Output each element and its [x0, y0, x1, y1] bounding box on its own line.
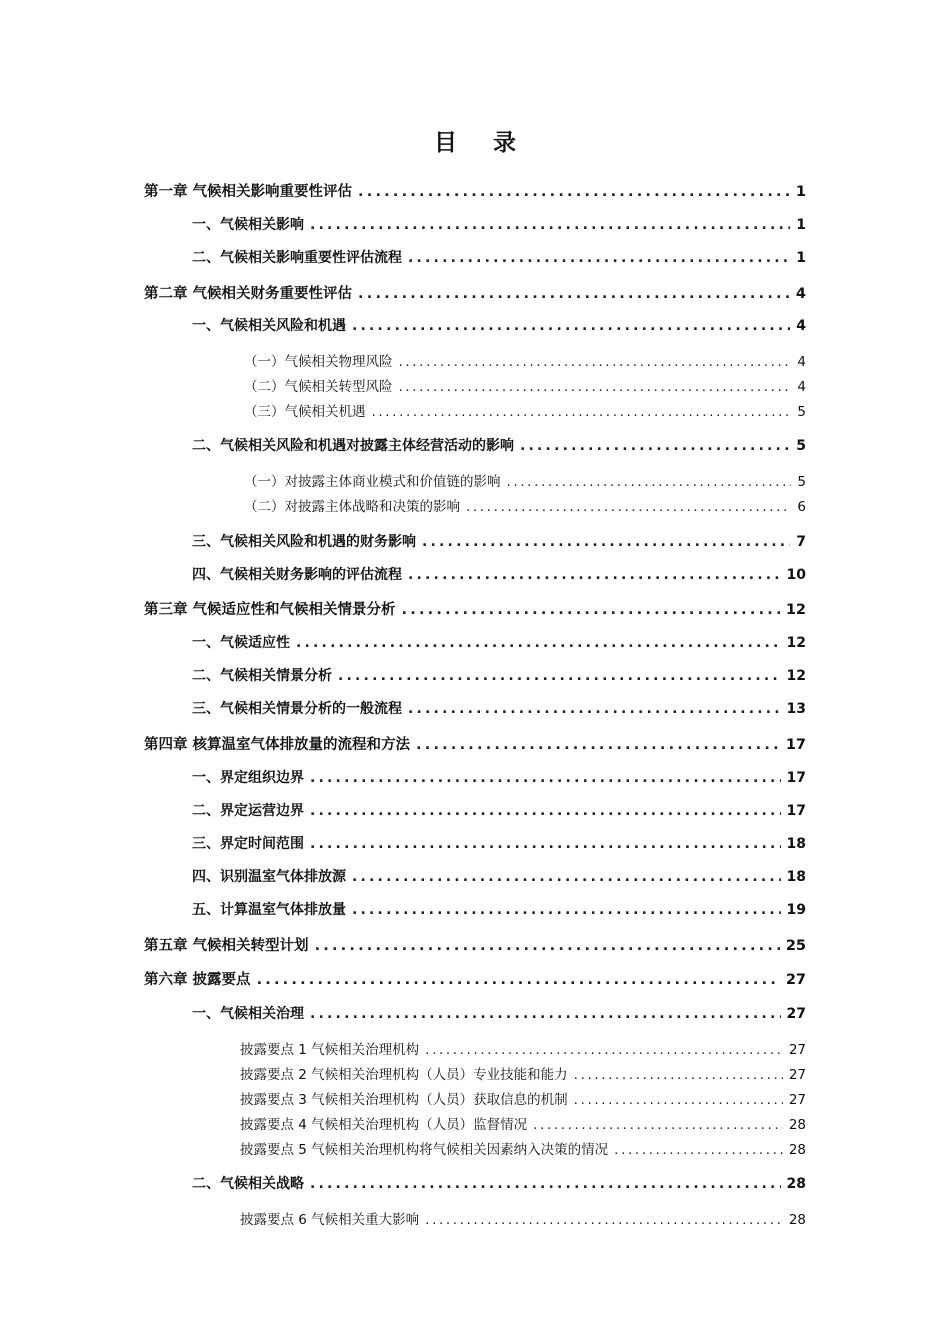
toc-entry-section[interactable] [192, 632, 806, 652]
dot-leader [408, 250, 790, 266]
dot-leader [416, 737, 780, 753]
toc-entry-page: 5 [796, 438, 806, 454]
toc-entry-label: （一）对披露主体商业模式和价值链的影响 [244, 474, 501, 490]
toc-entry-label: （三）气候相关机遇 [244, 404, 366, 420]
dot-leader [574, 1092, 783, 1108]
toc-entry-subsection[interactable] [244, 470, 806, 490]
toc-entry-label: （二）对披露主体战略和决策的影响 [244, 499, 460, 515]
toc-entry-page: 27 [788, 1067, 806, 1083]
dot-leader [422, 534, 790, 550]
toc-entry-chapter[interactable] [144, 968, 806, 989]
toc-entry-chapter[interactable] [144, 598, 806, 619]
toc-entry-label: 二、界定运营边界 [192, 803, 304, 819]
toc-entry-section[interactable] [192, 247, 806, 267]
toc-entry-subsection[interactable] [244, 495, 806, 515]
toc-entry-page: 7 [796, 534, 806, 550]
toc-entry-label: 第五章 气候相关转型计划 [144, 938, 309, 954]
toc-entry-page: 1 [796, 217, 806, 233]
toc-entry-disclosure[interactable] [240, 1038, 806, 1058]
toc-entry-section[interactable] [192, 315, 806, 335]
toc-entry-section[interactable] [192, 435, 806, 455]
toc-entry-label: 二、气候相关影响重要性评估流程 [192, 250, 402, 266]
toc-entry-page: 12 [785, 602, 806, 618]
dot-leader [315, 938, 780, 954]
dot-leader [466, 499, 791, 515]
toc-entry-disclosure[interactable] [240, 1063, 806, 1083]
toc-entry-page: 4 [797, 354, 806, 370]
toc-entry-section[interactable] [192, 665, 806, 685]
dot-leader [358, 286, 790, 302]
toc-entry-page: 5 [797, 474, 806, 490]
toc-entry-disclosure[interactable] [240, 1208, 806, 1228]
dot-leader [310, 217, 790, 233]
toc-entry-label: （一）气候相关物理风险 [244, 354, 393, 370]
toc-entry-label: 一、气候相关治理 [192, 1006, 304, 1022]
toc-entry-label: （二）气候相关转型风险 [244, 379, 393, 395]
toc-entry-section[interactable] [192, 1003, 806, 1023]
toc-entry-disclosure[interactable] [240, 1088, 806, 1108]
toc-entry-page: 1 [796, 250, 806, 266]
toc-entry-section[interactable] [192, 564, 806, 584]
toc-entry-section[interactable] [192, 767, 806, 787]
toc-entry-label: 四、气候相关财务影响的评估流程 [192, 567, 402, 583]
toc-entry-page: 27 [786, 1006, 806, 1022]
toc-entry-label: 二、气候相关情景分析 [192, 668, 332, 684]
dot-leader [402, 602, 780, 618]
toc-entry-page: 28 [788, 1142, 806, 1158]
dot-leader [358, 184, 790, 200]
toc-entry-section[interactable] [192, 866, 806, 886]
toc-entry-label: 第四章 核算温室气体排放量的流程和方法 [144, 737, 411, 753]
dot-leader [425, 1212, 783, 1228]
toc-entry-page: 4 [796, 318, 806, 334]
toc-entry-section[interactable] [192, 800, 806, 820]
toc-entry-label: 披露要点 1 气候相关治理机构 [240, 1042, 420, 1058]
toc-entry-page: 4 [795, 286, 806, 302]
toc-entry-label: 披露要点 2 气候相关治理机构（人员）专业技能和能力 [240, 1067, 568, 1083]
toc-entry-page: 12 [786, 635, 806, 651]
toc-entry-page: 1 [795, 184, 806, 200]
toc-entry-chapter[interactable] [144, 180, 806, 201]
toc-entry-page: 17 [786, 770, 806, 786]
toc-entry-subsection[interactable] [244, 400, 806, 420]
toc-entry-label: 三、气候相关情景分析的一般流程 [192, 701, 402, 717]
toc-entry-label: 第二章 气候相关财务重要性评估 [144, 286, 353, 302]
dot-leader [372, 404, 792, 420]
toc-entry-page: 6 [797, 499, 806, 515]
toc-entry-chapter[interactable] [144, 282, 806, 303]
dot-leader [338, 668, 781, 684]
dot-leader [310, 1006, 781, 1022]
toc-entry-chapter[interactable] [144, 934, 806, 955]
toc-entry-subsection[interactable] [244, 350, 806, 370]
dot-leader [507, 474, 792, 490]
toc-entry-subsection[interactable] [244, 375, 806, 395]
toc-entry-page: 28 [788, 1117, 806, 1133]
toc-entry-page: 19 [786, 902, 806, 918]
dot-leader [533, 1117, 783, 1133]
dot-leader [310, 836, 781, 852]
dot-leader [257, 972, 780, 988]
dot-leader [614, 1142, 783, 1158]
toc-entry-label: 三、界定时间范围 [192, 836, 304, 852]
toc-entry-label: 第三章 气候适应性和气候相关情景分析 [144, 602, 396, 618]
toc-entry-page: 12 [786, 668, 806, 684]
toc-entry-section[interactable] [192, 698, 806, 718]
toc-entry-page: 27 [785, 972, 806, 988]
toc-entry-label: 第一章 气候相关影响重要性评估 [144, 184, 353, 200]
toc-entry-label: 四、识别温室气体排放源 [192, 869, 346, 885]
toc-entry-label: 第六章 披露要点 [144, 972, 251, 988]
toc-entry-page: 17 [786, 803, 806, 819]
dot-leader [425, 1042, 783, 1058]
toc-entry-page: 10 [786, 567, 806, 583]
dot-leader [408, 567, 781, 583]
toc-entry-label: 一、界定组织边界 [192, 770, 304, 786]
toc-entry-disclosure[interactable] [240, 1138, 806, 1158]
toc-entry-section[interactable] [192, 1173, 806, 1193]
toc-entry-page: 4 [797, 379, 806, 395]
page-title: 目 录 [433, 130, 530, 156]
dot-leader [310, 803, 781, 819]
toc-entry-page: 28 [786, 1176, 806, 1192]
dot-leader [352, 902, 781, 918]
toc-entry-label: 二、气候相关风险和机遇对披露主体经营活动的影响 [192, 438, 514, 454]
toc-entry-label: 披露要点 5 气候相关治理机构将气候相关因素纳入决策的情况 [240, 1142, 609, 1158]
toc-entry-label: 一、气候相关影响 [192, 217, 304, 233]
dot-leader [310, 1176, 781, 1192]
dot-leader [399, 379, 792, 395]
dot-leader [352, 318, 790, 334]
toc-entry-page: 27 [788, 1092, 806, 1108]
dot-leader [310, 770, 781, 786]
toc-entry-page: 17 [785, 737, 806, 753]
toc-entry-section[interactable] [192, 899, 806, 919]
dot-leader [520, 438, 790, 454]
toc-entry-label: 一、气候适应性 [192, 635, 290, 651]
toc-entry-page: 18 [786, 869, 806, 885]
toc-entry-page: 28 [788, 1212, 806, 1228]
dot-leader [352, 869, 781, 885]
toc-entry-label: 披露要点 6 气候相关重大影响 [240, 1212, 420, 1228]
toc-entry-page: 13 [786, 701, 806, 717]
toc-entry-label: 五、计算温室气体排放量 [192, 902, 346, 918]
dot-leader [296, 635, 781, 651]
dot-leader [408, 701, 781, 717]
toc-entry-section[interactable] [192, 531, 806, 551]
toc-entry-label: 一、气候相关风险和机遇 [192, 318, 346, 334]
toc-entry-label: 披露要点 3 气候相关治理机构（人员）获取信息的机制 [240, 1092, 568, 1108]
toc-entry-disclosure[interactable] [240, 1113, 806, 1133]
toc-entry-label: 二、气候相关战略 [192, 1176, 304, 1192]
dot-leader [574, 1067, 783, 1083]
toc-entry-label: 三、气候相关风险和机遇的财务影响 [192, 534, 416, 550]
toc-entry-label: 披露要点 4 气候相关治理机构（人员）监督情况 [240, 1117, 528, 1133]
toc-entry-section[interactable] [192, 214, 806, 234]
toc-entry-page: 25 [785, 938, 806, 954]
toc-entry-section[interactable] [192, 833, 806, 853]
toc-entry-page: 18 [786, 836, 806, 852]
toc-entry-page: 27 [788, 1042, 806, 1058]
dot-leader [399, 354, 792, 370]
toc-entry-page: 5 [797, 404, 806, 420]
toc-entry-chapter[interactable] [144, 733, 806, 754]
